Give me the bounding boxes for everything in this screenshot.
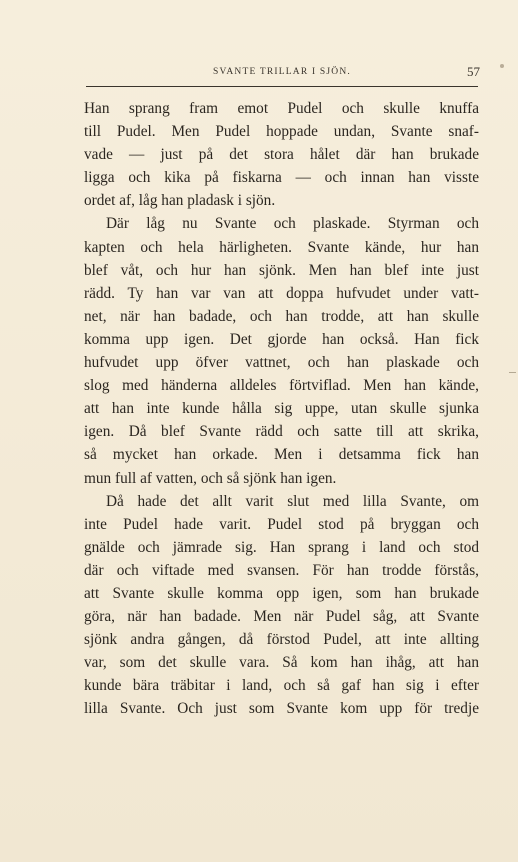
text-line: kapten och hela härligheten. Svante kände, hur han [84,238,479,256]
text-line: Han sprang fram emot Pudel och skulle knuffa [84,100,479,117]
running-title: SVANTE TRILLAR I SJÖN. [213,67,351,77]
text-line: till Pudel. Men Pudel hoppade undan, Svante snaf- [84,123,479,141]
text-line: hufvudet upp öfver vattnet, och han plaskade och [84,354,479,372]
text-line: blef våt, och hur han sjönk. Men han blef inte just [84,261,479,279]
text-line: ordet af, låg han pladask i sjön. [84,192,276,210]
text-line: kunde bära träbitar i land, och så gaf han sig i efter [84,677,479,695]
text-line: sjönk andra gången, då förstod Pudel, att inte allting [84,631,479,649]
text-line: inte Pudel hade varit. Pudel stod på bryggan och [84,515,479,533]
text-line: vade — just på det stora hålet där han brukade [84,146,479,164]
text-line: slog med händerna alldeles förtviflad. Men han kände, [84,377,479,395]
page-blemish [500,64,504,68]
running-head [86,64,478,80]
header-rule [86,86,478,87]
text-line: net, när han badade, och han trodde, att han skulle [84,307,479,325]
text-line: lilla Svante. Och just som Svante kom upp för tredje [84,700,479,718]
text-line: Där låg nu Svante och plaskade. Styrman och [106,215,479,233]
text-line: mun full af vatten, och så sjönk han igen. [84,469,337,487]
text-line: gnälde och jämrade sig. Han sprang i land och stod [84,538,479,556]
text-line: Då hade det allt varit slut med lilla Svante, om [106,492,479,510]
page-number: 57 [467,64,480,79]
text-line: ligga och kika på fiskarna — och innan han visste [84,169,479,187]
margin-mark [509,372,516,373]
text-line: komma upp igen. Det gjorde han också. Han fick [84,330,479,348]
text-line: där och viftade med svansen. För han trodde förstås, [84,561,479,579]
body-text [84,97,479,721]
text-line: igen. Då blef Svante rädd och satte till att skrika, [84,423,479,441]
text-line: var, som det skulle vara. Så kom han ihåg, att han [84,654,479,672]
text-line: rädd. Ty han var van att doppa hufvudet under vatt- [84,284,479,302]
text-line: att Svante skulle komma opp igen, som han brukade [84,584,479,602]
text-line: göra, när han badade. Men när Pudel såg, att Svante [84,608,479,626]
text-line: att han inte kunde hålla sig uppe, utan skulle sjunka [84,400,479,418]
text-line: så mycket han orkade. Men i detsamma fick han [84,446,479,464]
